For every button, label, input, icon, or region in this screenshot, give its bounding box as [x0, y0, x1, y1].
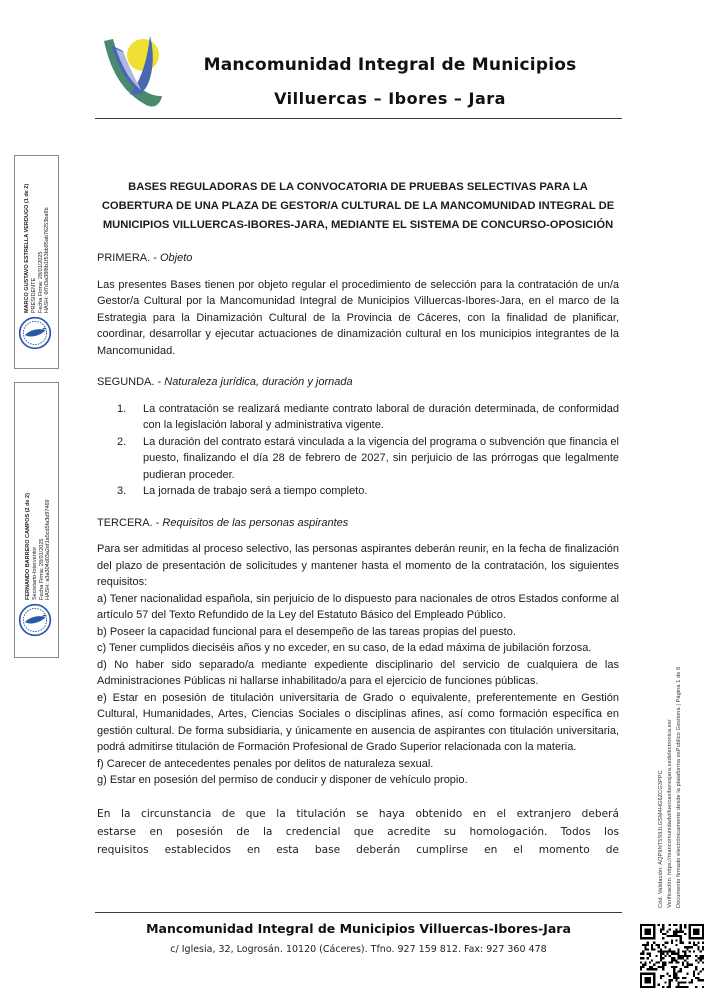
- signer-hash: HASH: a3a304d03a2ef1a5cd5fa3d97469: [45, 499, 52, 600]
- signer-role: PRESIDENTE: [30, 277, 37, 313]
- numbered-list: [97, 401, 619, 500]
- requisito-item-f: f) Carecer de antecedentes penales por delitos de naturaleza sexual.: [97, 757, 434, 770]
- signature-text-secretary: [25, 484, 52, 600]
- requisito-item-a: a) Tener nacionalidad española, sin perjuicio de lo dispuesto para nacionales de otros Estados conforme al artículo 57 del Texto Refundido de la Ley del Estatuto Básico del Empleado Público.: [97, 592, 619, 621]
- document-title: BASES REGULADORAS DE LA CONVOCATORIA DE PRUEBAS SELECTIVAS PARA LA COBERTURA DE UNA PLAZA DE GESTOR/A CULTURAL DE LA MANCOMUNIDAD INTEGRAL DE MUNICIPIOS VILLUERCAS-IBORES-JARA, MEDIANTE EL SISTEMA DE CONCURSO-OPOSICIÓN: [101, 181, 615, 231]
- final-line: En la circunstancia de que la titulación se haya obtenido en el extranjero deberá: [97, 807, 619, 820]
- footer-organization: Mancomunidad Integral de Municipios Villuercas-Ibores-Jara: [146, 921, 571, 936]
- list-item: [117, 401, 619, 434]
- paragraph-final: [97, 805, 619, 859]
- signer-date: Fecha Firma: 28/01/2025: [37, 251, 44, 313]
- list-item-text: La contratación se realizará mediante contrato laboral de duración determinada, de conformidad con la legislación laboral y administrativa vigente.: [143, 402, 619, 431]
- final-line: estarse en posesión de la credencial que acredite su homologación. Todos los: [97, 825, 619, 838]
- section-title: Naturaleza jurídica, duración y jornada: [164, 376, 353, 388]
- section-label: TERCERA. -: [97, 516, 160, 529]
- signature-text-president: [24, 181, 51, 313]
- signer-name: MARCO GUSTAVO ESTRELLA VERDUGO (1 de 2): [24, 183, 30, 313]
- list-item-number: 2.: [117, 435, 127, 448]
- header-divider: [95, 118, 622, 119]
- footer-divider: [95, 912, 622, 913]
- list-item: [117, 483, 619, 500]
- section-label: SEGUNDA. -: [97, 376, 162, 388]
- signer-name: FERNANDO BARRERO CAMPOS (2 de 2): [25, 493, 31, 600]
- requisito-item-e: e) Estar en posesión de titulación universitaria de Grado o equivalente, preferentemente en Gestión Cultural, Humanidades, Artes, Ciencias Sociales o disciplinas afines, así como formación específica en gestión cultural. De forma subsidiaria, y únicamente en ausencia de aspirantes con titulación universitaria, podrá admitirse titulación de Formación Profesional de Grado Superior relacionada con la materia.: [97, 691, 619, 753]
- list-item: [117, 434, 619, 484]
- section-heading-segunda: [97, 374, 619, 391]
- header-titles: [160, 55, 620, 108]
- signer-hash: HASH: 6f7d3a38f8b1f53bb95ab76253ba9b: [44, 207, 51, 313]
- header-title-line1: Mancomunidad Integral de Municipios: [203, 55, 577, 75]
- requisito-item-g: g) Estar en posesión del permiso de conducir y disponer de vehículo propio.: [97, 774, 468, 786]
- paragraph-requisitos-intro: Para ser admitidas al proceso selectivo, las personas aspirantes deberán reunir, en la fecha de finalización del plazo de presentación de solicitudes y mantener hasta el momento de la contratación, los siguientes requisitos:: [97, 543, 619, 588]
- paragraph-objeto: Las presentes Bases tienen por objeto regular el procedimiento de selección para la contratación de un/a Gestor/a Cultural por la Mancomunidad Integral de Municipios Villuercas-Ibores-Jara, en el marco de la Estrategia para la Dinamización Cultural de la Provincia de Cáceres, con la finalidad de planificar, coordinar, desarrollar y ejecutar actuaciones de dinamización cultural en los municipios integrantes de la Mancomunidad.: [97, 278, 619, 357]
- section-heading-tercera: [97, 515, 619, 532]
- list-item-number: 3.: [117, 485, 127, 497]
- list-item-number: 1.: [117, 402, 127, 415]
- footer-address: c/ Iglesia, 32, Logrosán. 10120 (Cáceres). Tfno. 927 159 812. Fax: 927 360 478: [170, 944, 547, 955]
- final-line: requisitos establecidos en esta base deberán cumplirse en el momento de: [97, 843, 619, 856]
- signer-date: Fecha Firma: 28/01/2025: [38, 538, 45, 600]
- signer-role: Secretario-Interventor: [31, 546, 38, 600]
- list-item-text: La duración del contrato estará vinculada a la vigencia del programa o subvención que financia el puesto, finalizando el día 28 de febrero de 2027, sin perjuicio de las prórrogas que legalmente pudieran proceder.: [143, 435, 619, 481]
- section-label: PRIMERA. -: [97, 252, 157, 264]
- section-title: Requisitos de las personas aspirantes: [162, 516, 349, 529]
- section-title: Objeto: [159, 252, 193, 264]
- requisito-item-b: b) Poseer la capacidad funcional para el desempeño de las tareas propias del puesto.: [97, 625, 516, 638]
- qr-code: [640, 920, 704, 992]
- seal-stamp-icon: [18, 316, 52, 350]
- verification-platform-vertical: Documento firmado electrónicamente desde la plataforma esPublico Gestiona | Página 1 de 6: [676, 666, 682, 908]
- list-item-text: La jornada de trabajo será a tiempo completo.: [143, 485, 368, 497]
- header-title-line2: Villuercas – Ibores – Jara: [274, 89, 506, 108]
- section-heading-primera: [97, 250, 619, 267]
- requisito-item-c: c) Tener cumplidos dieciséis años y no exceder, en su caso, de la edad máxima de jubilación forzosa.: [97, 642, 592, 654]
- verification-code-vertical: Cód. Validación: AQP9NT5S9JLGSM4HG6ZCG3PPC: [658, 770, 664, 908]
- mancomunidad-sun-leaf-logo-icon: [98, 33, 168, 119]
- document-body: [97, 170, 619, 859]
- requisito-item-d: d) No haber sido separado/a mediante expediente disciplinario del servicio de cualquiera de las Administraciones Públicas ni hallarse inhabilitado/a para el ejercicio de funciones públicas.: [97, 658, 619, 687]
- verification-url-vertical: Verificación: https://mancomunidadvilluercasiboresjara.sedelectronica.es/: [667, 719, 673, 908]
- seal-stamp-icon: [18, 603, 52, 637]
